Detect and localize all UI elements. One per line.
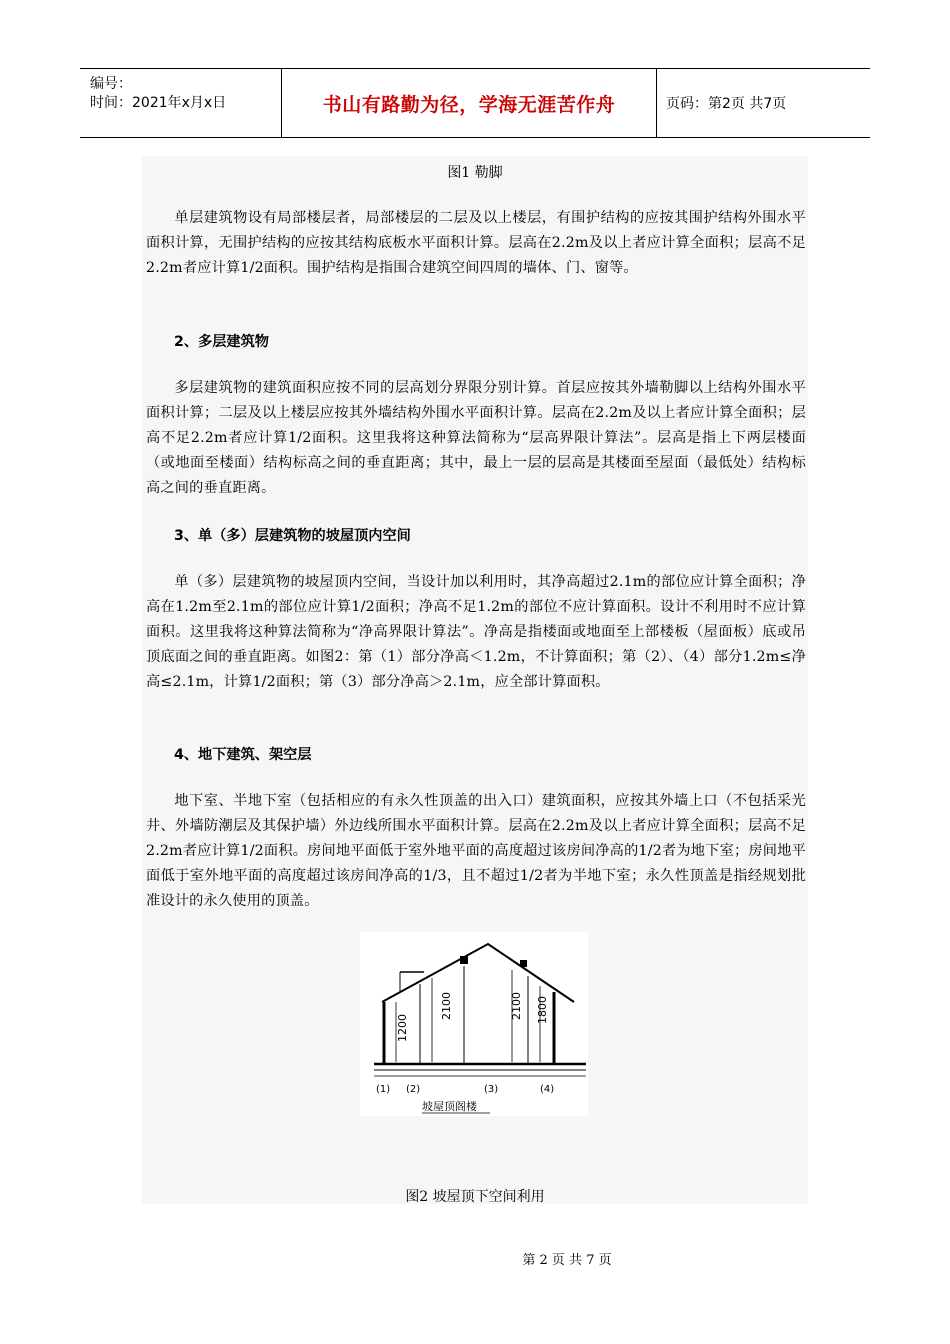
paragraph-sloped-roof: 单（多）层建筑物的坡屋顶内空间，当设计加以利用时，其净高超过2.1m的部位应计算全面积；净高在1.2m至2.1m的部位应计算1/2面积；净高不足1.2m的部位不应计算面积。设计不利用时不应计算面积。这里我将这种算法简称为“净高界限计算法”。净高是指楼面或地面至上部楼板（屋面板）底或吊顶底面之间的垂直距离。如图2：第（1）部分净高＜1.2m，不计算面积；第（2）、（4）部分1.2m≤净高≤2.1m，计算1/2面积；第（3）部分净高＞2.1m，应全部计算面积。 <box>146 574 806 690</box>
heading-multi-storey: 2、多层建筑物 <box>174 334 269 350</box>
heading-basement: 4、地下建筑、架空层 <box>174 747 312 763</box>
part-label-4: (4) <box>540 1084 555 1095</box>
document-time-label: 时间：2021年x月x日 <box>90 95 227 111</box>
sloped-roof-section-diagram <box>360 932 588 1116</box>
paragraph-multi-storey: 多层建筑物的建筑面积应按不同的层高划分界限分别计算。首层应按其外墙勒脚以上结构外围水平面积计算；二层及以上楼层应按其外墙结构外围水平面积计算。层高在2.2m及以上者应计算全面积；层高不足2.2m者应计算1/2面积。这里我将这种算法简称为“层高界限计算法”。层高是指上下两层楼面（或地面至楼面）结构标高之间的垂直距离；其中，最上一层的层高是其楼面至屋面（最低处）结构标高之间的垂直距离。 <box>146 380 806 496</box>
dim-2100-right: 2100 <box>510 992 523 1020</box>
paragraph-single-storey: 单层建筑物设有局部楼层者，局部楼层的二层及以上楼层，有围护结构的应按其围护结构外围水平面积计算，无围护结构的应按其结构底板水平面积计算。层高在2.2m及以上者应计算全面积；层高不足2.2m者应计算1/2面积。围护结构是指围合建筑空间四周的墙体、门、窗等。 <box>146 210 806 276</box>
header-motto: 书山有路勤为径，学海无涯苦作舟 <box>322 93 616 116</box>
dim-2100-left: 2100 <box>440 992 453 1020</box>
heading-sloped-roof: 3、单（多）层建筑物的坡屋顶内空间 <box>174 528 411 544</box>
figure2-inner-title: 坡屋顶阁楼 <box>422 1100 477 1113</box>
page-header <box>80 68 870 138</box>
document-number-label: 编号： <box>90 76 132 92</box>
figure2-caption: 图2 坡屋顶下空间利用 <box>405 1189 545 1205</box>
header-motto-cell <box>282 69 657 137</box>
figure1-caption: 图1 勒脚 <box>447 165 503 181</box>
page-footer: 第 2 页 共 7 页 <box>522 1253 612 1268</box>
header-page-info: 页码：第2页 共7页 <box>666 96 787 112</box>
part-label-3: (3) <box>484 1084 499 1095</box>
paragraph-basement: 地下室、半地下室（包括相应的有永久性顶盖的出入口）建筑面积，应按其外墙上口（不包括采光井、外墙防潮层及其保护墙）外边线所围水平面积计算。层高在2.2m及以上者应计算全面积；层高不足2.2m者应计算1/2面积。房间地平面低于室外地平面的高度超过该房间净高的1/2者为地下室；房间地平面低于室外地平面的高度超过该房间净高的1/3，且不超过1/2者为半地下室；永久性顶盖是指经规划批准设计的永久使用的顶盖。 <box>146 793 806 909</box>
part-label-2: (2) <box>406 1084 421 1095</box>
part-label-1: (1) <box>376 1084 391 1095</box>
dim-1800: 1800 <box>536 996 549 1024</box>
header-left-cell <box>80 69 282 137</box>
dim-1200: 1200 <box>396 1014 409 1042</box>
figure2-drawing <box>360 932 588 1116</box>
